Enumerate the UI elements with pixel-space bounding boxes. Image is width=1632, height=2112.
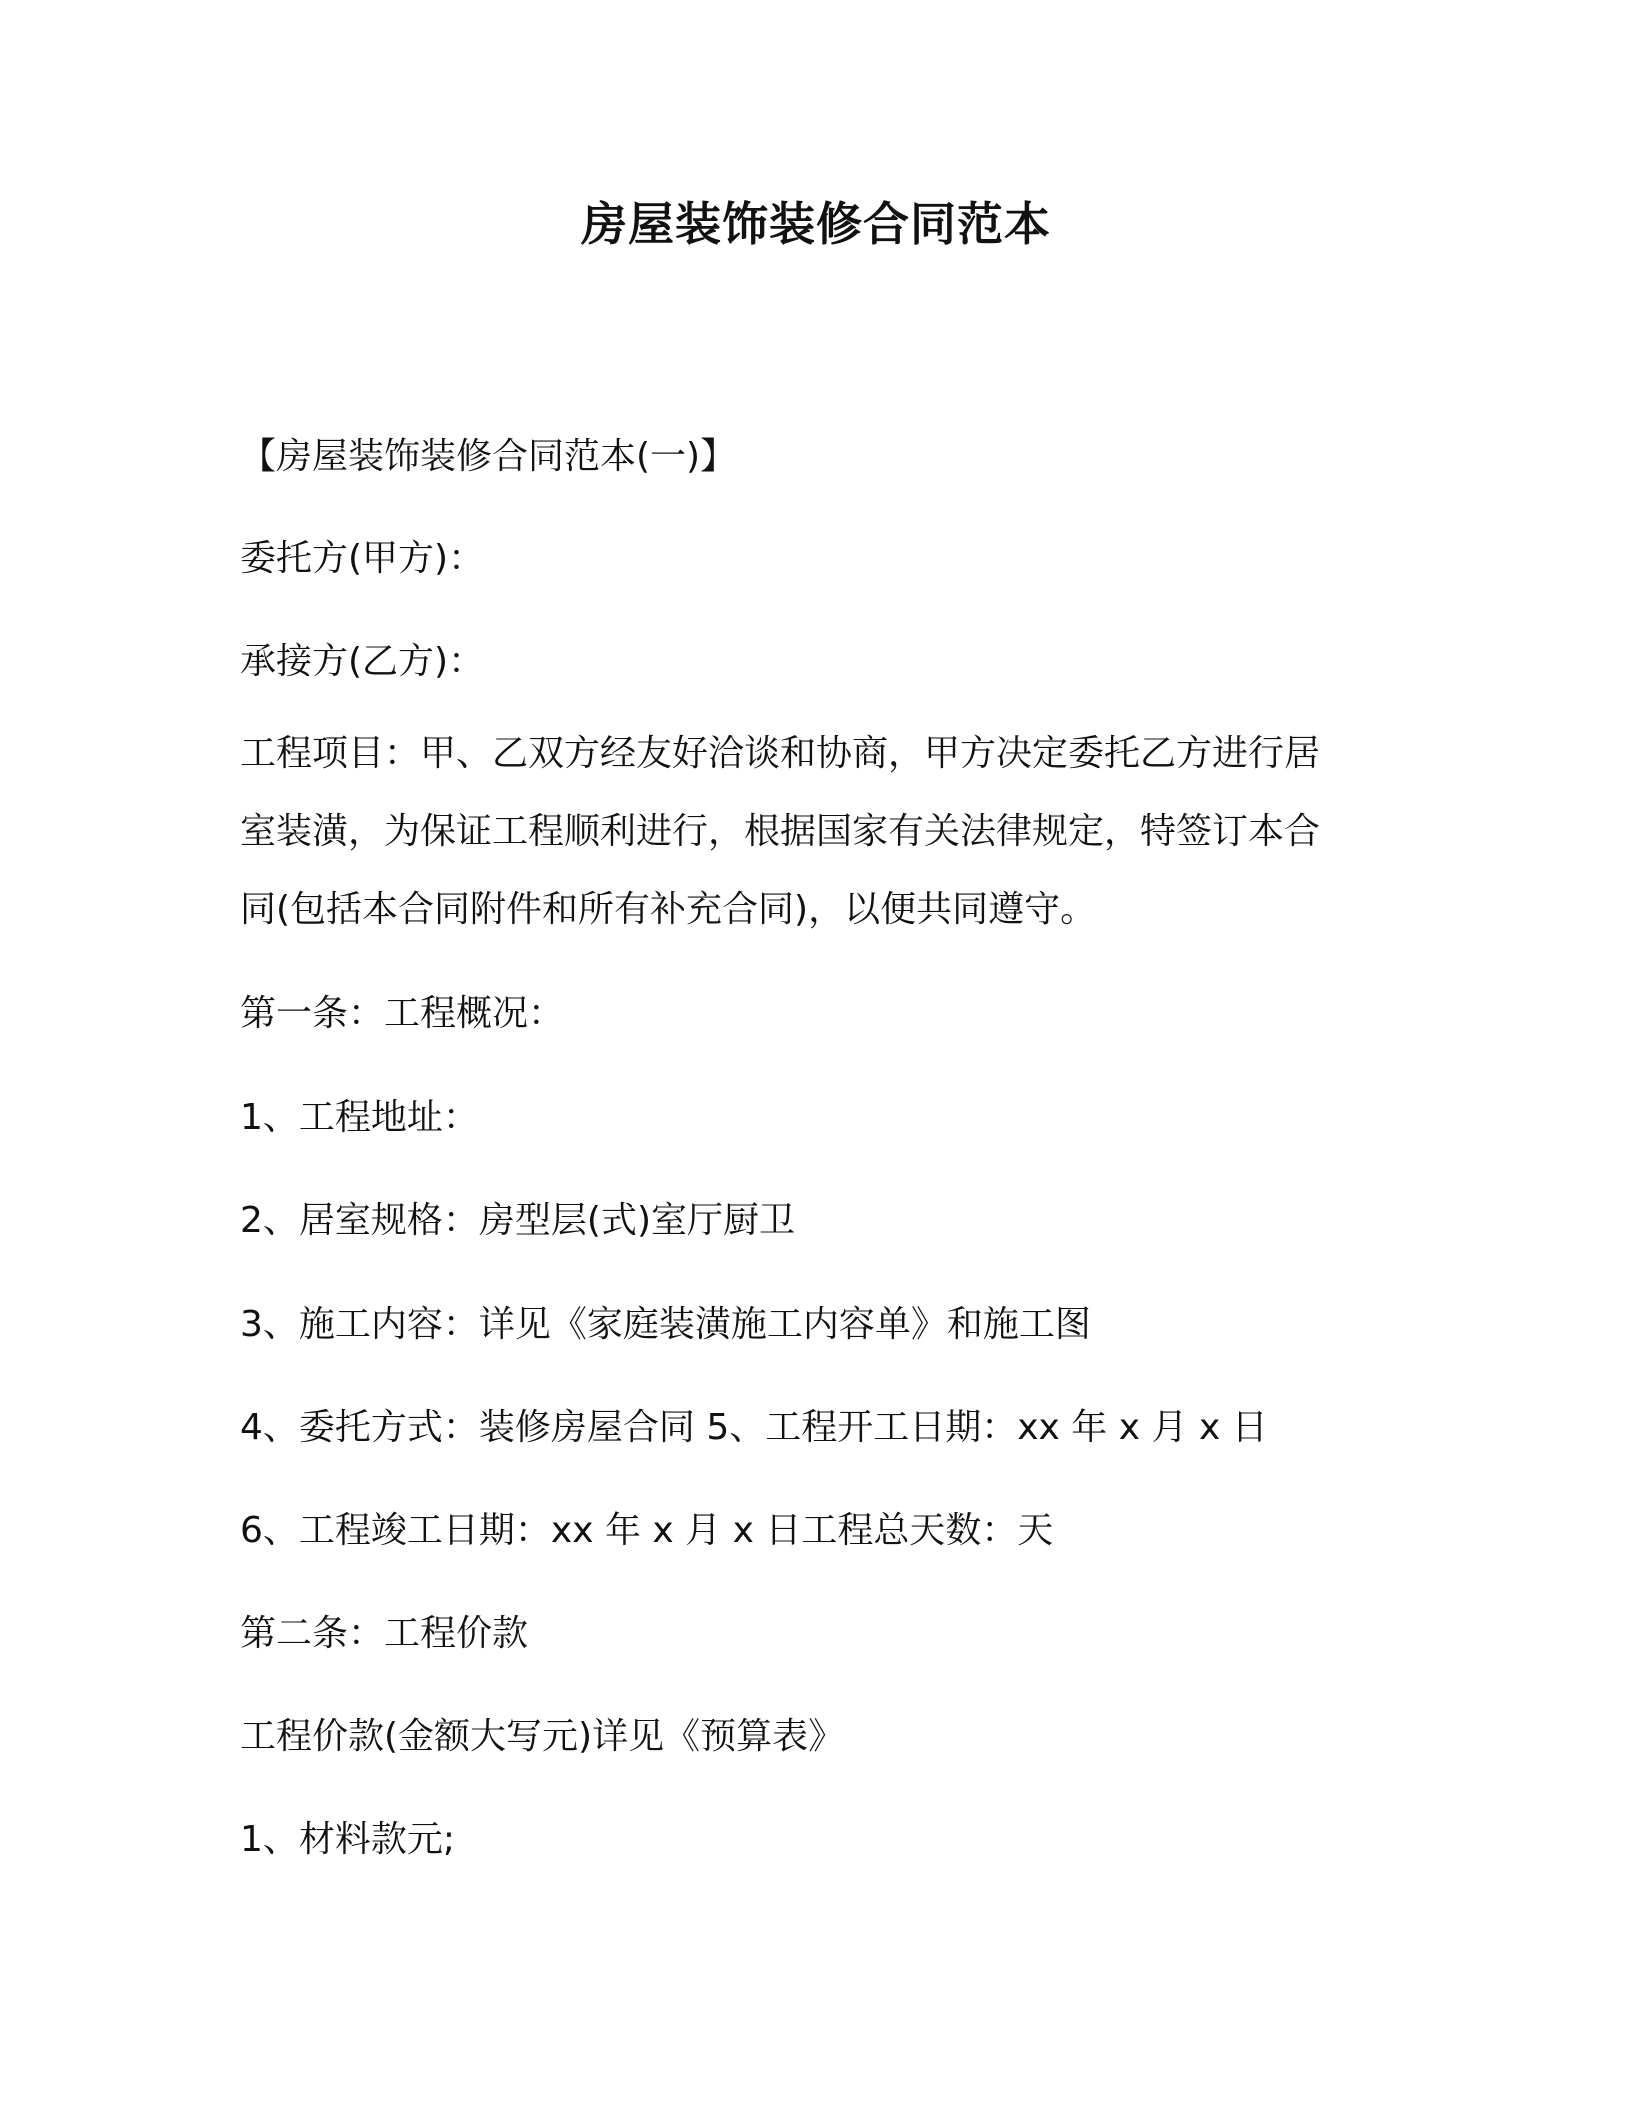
party-a-line: 委托方(甲方)： [240,538,485,579]
section-heading: 【房屋装饰装修合同范本(一)】 [240,436,737,477]
article-2-heading: 第二条：工程价款 [240,1613,529,1654]
article-1-item: 6、工程竣工日期：xx 年 x 月 x 日工程总天数：天 [240,1510,1054,1551]
paragraph-line: 同(包括本合同附件和所有补充合同)，以便共同遵守。 [240,889,1097,930]
article-1-item: 2、居室规格：房型层(式)室厅厨卫 [240,1200,795,1241]
article-1-heading: 第一条：工程概况： [240,993,565,1034]
paragraph-line: 工程项目：甲、乙双方经友好洽谈和协商，甲方决定委托乙方进行居 [240,733,1321,774]
article-2-price-line: 工程价款(金额大写元)详见《预算表》 [240,1716,845,1757]
document-title: 房屋装饰装修合同范本 [581,197,1051,251]
party-b-line: 承接方(乙方)： [240,641,485,682]
article-2-item: 1、材料款元; [240,1819,456,1860]
paragraph-line: 室装潢，为保证工程顺利进行，根据国家有关法律规定，特签订本合 [240,811,1321,852]
article-1-item: 4、委托方式：装修房屋合同 5、工程开工日期：xx 年 x 月 x 日 [240,1407,1268,1448]
article-1-item: 3、施工内容：详见《家庭装潢施工内容单》和施工图 [240,1304,1091,1345]
project-paragraph [240,715,1360,949]
article-1-item: 1、工程地址： [240,1097,479,1138]
